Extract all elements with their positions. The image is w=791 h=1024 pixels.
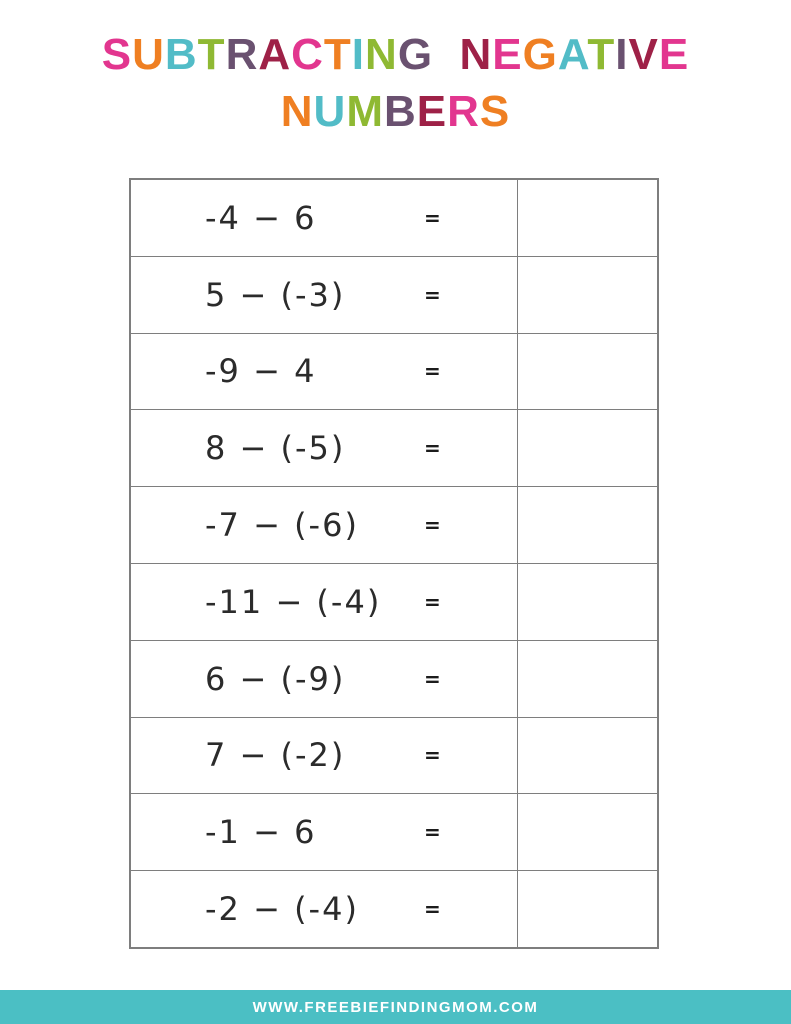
problem-row bbox=[131, 641, 657, 718]
answer-cell bbox=[518, 564, 657, 640]
equals-sign: = bbox=[424, 820, 441, 845]
problem-row bbox=[131, 257, 657, 334]
problem-cell bbox=[131, 487, 518, 563]
answer-cell bbox=[518, 257, 657, 333]
problem-row bbox=[131, 410, 657, 487]
problem-text: 6 − (-9) bbox=[205, 659, 346, 698]
title-letter: C bbox=[291, 30, 324, 79]
equals-sign: = bbox=[424, 589, 441, 614]
title-line-2 bbox=[0, 83, 791, 140]
title-letter: U bbox=[313, 87, 347, 136]
title-letter: T bbox=[323, 30, 352, 79]
answer-cell bbox=[518, 641, 657, 717]
title-letter: T bbox=[197, 30, 226, 79]
problem-row bbox=[131, 718, 657, 795]
problem-row bbox=[131, 487, 657, 564]
problem-cell bbox=[131, 641, 518, 717]
title-letter: R bbox=[447, 87, 480, 136]
problem-row bbox=[131, 180, 657, 257]
title-letter: B bbox=[383, 87, 417, 136]
answer-cell bbox=[518, 487, 657, 563]
equals-sign: = bbox=[424, 282, 441, 307]
problem-row bbox=[131, 334, 657, 411]
problem-text: 7 − (-2) bbox=[205, 736, 346, 775]
problem-cell bbox=[131, 410, 518, 486]
worksheet-title bbox=[0, 26, 791, 140]
problem-text: -11 − (-4) bbox=[205, 582, 382, 621]
problem-row bbox=[131, 871, 657, 947]
equals-sign: = bbox=[424, 897, 441, 922]
title-letter: M bbox=[346, 87, 384, 136]
answer-cell bbox=[518, 180, 657, 256]
answer-cell bbox=[518, 410, 657, 486]
footer-url: WWW.FREEBIEFINDINGMOM.COM bbox=[252, 998, 539, 1016]
title-letter: U bbox=[132, 30, 165, 79]
problem-cell bbox=[131, 334, 518, 410]
title-line-1 bbox=[0, 26, 791, 83]
title-letter: N bbox=[365, 30, 398, 79]
answer-cell bbox=[518, 718, 657, 794]
title-letter: N bbox=[280, 87, 314, 136]
title-letter: E bbox=[416, 87, 448, 136]
problem-text: -7 − (-6) bbox=[205, 506, 359, 545]
equals-sign: = bbox=[424, 513, 441, 538]
title-letter: E bbox=[658, 30, 690, 79]
answer-cell bbox=[518, 871, 657, 947]
problem-text: 8 − (-5) bbox=[205, 429, 346, 468]
title-letter: R bbox=[225, 30, 259, 79]
problem-cell bbox=[131, 718, 518, 794]
answer-cell bbox=[518, 794, 657, 870]
title-letter: E bbox=[492, 30, 523, 79]
title-letter: G bbox=[397, 30, 434, 79]
problem-cell bbox=[131, 180, 518, 256]
problem-text: -2 − (-4) bbox=[205, 890, 359, 929]
problem-cell bbox=[131, 257, 518, 333]
title-letter: T bbox=[587, 30, 616, 79]
problem-text: -4 − 6 bbox=[205, 198, 317, 237]
problem-cell bbox=[131, 564, 518, 640]
problems-table bbox=[129, 178, 659, 949]
problem-cell bbox=[131, 794, 518, 870]
title-letter: S bbox=[479, 87, 511, 136]
title-letter: I bbox=[615, 30, 629, 79]
problem-cell bbox=[131, 871, 518, 947]
problem-text: 5 − (-3) bbox=[205, 275, 346, 314]
title-letter: A bbox=[557, 30, 588, 79]
equals-sign: = bbox=[424, 666, 441, 691]
problem-text: -9 − 4 bbox=[205, 352, 317, 391]
problem-row bbox=[131, 564, 657, 641]
problem-text: -1 − 6 bbox=[205, 813, 317, 852]
title-letter: A bbox=[258, 30, 292, 79]
footer-bar bbox=[0, 990, 791, 1024]
title-letter: N bbox=[459, 30, 493, 79]
title-letter: B bbox=[164, 30, 198, 79]
title-letter: G bbox=[522, 30, 558, 79]
answer-cell bbox=[518, 334, 657, 410]
title-letter: I bbox=[351, 30, 366, 79]
equals-sign: = bbox=[424, 205, 441, 230]
problem-row bbox=[131, 794, 657, 871]
title-letter: V bbox=[628, 30, 659, 79]
title-letter: S bbox=[101, 30, 133, 79]
equals-sign: = bbox=[424, 359, 441, 384]
equals-sign: = bbox=[424, 743, 441, 768]
equals-sign: = bbox=[424, 436, 441, 461]
